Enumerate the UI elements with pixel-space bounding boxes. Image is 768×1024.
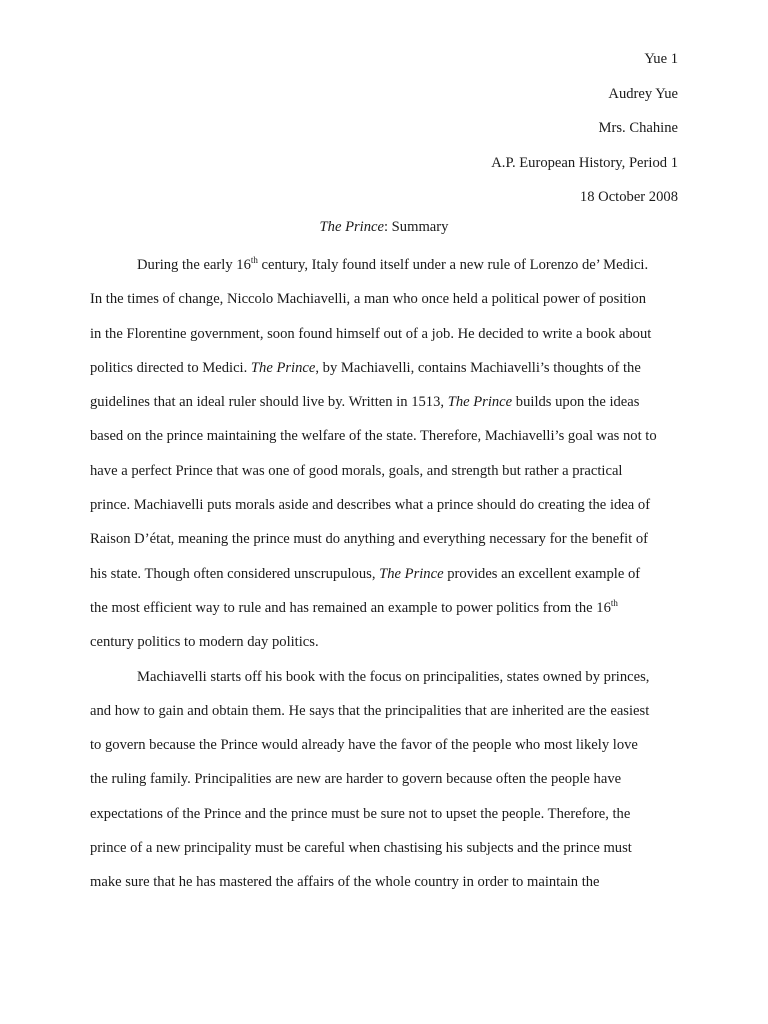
page-number: Yue 1 <box>644 51 678 67</box>
body-line: In the times of change, Niccolo Machiavelli, a man who once held a political power of position <box>90 291 647 308</box>
text-run: politics directed to Medici. <box>90 359 251 376</box>
italic-title-ref: The Prince <box>447 394 513 411</box>
body-line: make sure that he has mastered the affairs of the whole country in order to maintain the <box>90 874 600 891</box>
title-italic: The Prince <box>319 219 384 235</box>
course-name: A.P. European History, Period 1 <box>491 154 678 171</box>
body-line: Machiavelli starts off his book with the focus on principalities, states owned by princes, <box>137 668 650 685</box>
essay-date: 18 October 2008 <box>579 189 678 205</box>
body-line: based on the prince maintaining the welfare of the state. Therefore, Machiavelli’s goal was not to <box>90 428 657 445</box>
body-line: century politics to modern day politics. <box>90 634 319 651</box>
superscript: th <box>610 598 618 609</box>
essay-body <box>90 248 684 900</box>
body-line: Raison D’état, meaning the prince must do anything and everything necessary for the benefit of <box>90 531 649 548</box>
italic-title-ref: The Prince <box>250 359 316 376</box>
body-line <box>90 557 684 591</box>
text-run: guidelines that an ideal ruler should live by. Written in 1513, <box>90 394 448 411</box>
superscript: th <box>250 255 258 266</box>
teacher-name: Mrs. Chahine <box>598 120 678 136</box>
text-run: provides an excellent example of <box>443 565 641 582</box>
body-line: expectations of the Prince and the prince must be sure not to upset the people. Therefore, the <box>90 805 631 822</box>
body-line: in the Florentine government, soon found himself out of a job. He decided to write a book about <box>90 325 652 342</box>
body-line <box>90 248 684 282</box>
title-rest: : Summary <box>383 219 449 235</box>
body-line: prince of a new principality must be careful when chastising his subjects and the prince must <box>90 840 632 857</box>
text-run: his state. Though often considered unscrupulous, <box>90 565 380 582</box>
body-line <box>90 351 684 385</box>
text-run: century, Italy found itself under a new rule of Lorenzo de’ Medici. <box>257 257 649 273</box>
body-line: and how to gain and obtain them. He says that the principalities that are inherited are the easiest <box>90 702 650 719</box>
body-line <box>90 591 684 625</box>
text-run: During the early 16 <box>137 257 251 273</box>
body-line: to govern because the Prince would already have the favor of the people who most likely love <box>90 737 638 754</box>
body-line: prince. Machiavelli puts morals aside and describes what a prince should do creating the idea of <box>90 497 651 514</box>
body-line: the ruling family. Principalities are new are harder to govern because often the people have <box>90 771 622 788</box>
author-name: Audrey Yue <box>608 85 678 102</box>
italic-title-ref: The Prince <box>379 565 444 582</box>
text-run: the most efficient way to rule and has remained an example to power politics from the 16 <box>90 599 611 616</box>
header-block <box>491 42 678 215</box>
body-line: have a perfect Prince that was one of good morals, goals, and strength but rather a practical <box>90 462 623 479</box>
body-line <box>90 385 684 419</box>
text-run: builds upon the ideas <box>512 394 640 411</box>
essay-title <box>0 215 768 239</box>
text-run: , by Machiavelli, contains Machiavelli’s thoughts of the <box>315 359 641 376</box>
